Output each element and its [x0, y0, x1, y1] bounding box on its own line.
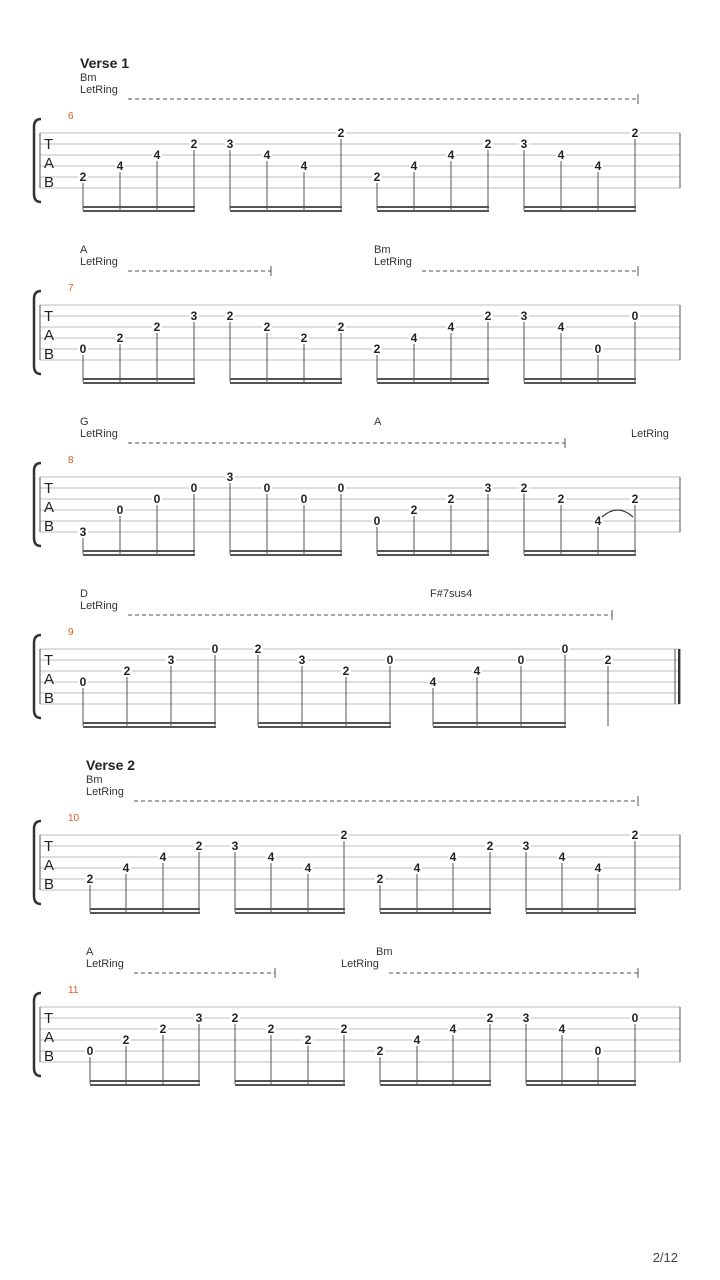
- fret-number: 4: [263, 148, 271, 162]
- beam: [526, 1080, 636, 1082]
- fret-number: 4: [449, 850, 457, 864]
- fret-number: 3: [226, 137, 234, 151]
- fret-number: 0: [337, 481, 345, 495]
- tab-clef-letter: B: [44, 174, 55, 191]
- fret-number: 2: [267, 1022, 275, 1036]
- fret-number: 2: [195, 839, 203, 853]
- fret-number: 0: [116, 503, 124, 517]
- tab-clef-letter: A: [44, 1029, 55, 1046]
- tab-clef-letter: B: [44, 876, 55, 893]
- chord-name: Bm: [80, 72, 97, 84]
- fret-number: 4: [449, 1022, 457, 1036]
- fret-number: 2: [486, 1011, 494, 1025]
- fret-number: 2: [484, 137, 492, 151]
- tab-clef-letter: T: [44, 136, 54, 153]
- beam: [235, 1084, 345, 1086]
- fret-number: 4: [473, 664, 481, 678]
- fret-number: 2: [376, 1044, 384, 1058]
- fret-number: 2: [86, 872, 94, 886]
- fret-number: 0: [300, 492, 308, 506]
- fret-number: 2: [631, 828, 639, 842]
- fret-number: 3: [484, 481, 492, 495]
- fret-number: 0: [190, 481, 198, 495]
- fret-number: 2: [410, 503, 418, 517]
- tab-clef-letter: A: [44, 857, 55, 874]
- fret-number: 2: [304, 1033, 312, 1047]
- tab-clef-letter: B: [44, 346, 55, 363]
- fret-number: 3: [226, 470, 234, 484]
- tab-clef-letter: T: [44, 1010, 54, 1027]
- let-ring-marker: LetRing: [80, 256, 118, 268]
- fret-number: 3: [195, 1011, 203, 1025]
- fret-number: 3: [298, 653, 306, 667]
- fret-number: 0: [631, 309, 639, 323]
- fret-number: 2: [376, 872, 384, 886]
- fret-number: 3: [520, 137, 528, 151]
- chord-name: A: [86, 946, 94, 958]
- beam: [90, 1084, 200, 1086]
- beam: [235, 1080, 345, 1082]
- fret-number: 0: [373, 514, 381, 528]
- fret-number: 2: [337, 126, 345, 140]
- fret-number: 4: [594, 514, 602, 528]
- tab-clef-letter: T: [44, 838, 54, 855]
- fret-number: 4: [410, 159, 418, 173]
- measure-number: 8: [68, 455, 74, 466]
- tab-clef-letter: T: [44, 308, 54, 325]
- tab-clef-letter: B: [44, 1048, 55, 1065]
- fret-number: 3: [167, 653, 175, 667]
- fret-number: 2: [159, 1022, 167, 1036]
- fret-number: 0: [631, 1011, 639, 1025]
- fret-number: 4: [410, 331, 418, 345]
- tab-clef-letter: B: [44, 518, 55, 535]
- beam: [380, 1084, 491, 1086]
- tab-clef-letter: A: [44, 155, 55, 172]
- fret-number: 2: [486, 839, 494, 853]
- fret-number: 2: [484, 309, 492, 323]
- fret-number: 4: [413, 1033, 421, 1047]
- beam: [526, 1084, 636, 1086]
- fret-number: 2: [226, 309, 234, 323]
- chord-name: Bm: [86, 774, 103, 786]
- fret-number: 3: [231, 839, 239, 853]
- fret-number: 4: [594, 159, 602, 173]
- fret-number: 2: [79, 170, 87, 184]
- fret-number: 4: [116, 159, 124, 173]
- fret-number: 2: [337, 320, 345, 334]
- fret-number: 2: [340, 828, 348, 842]
- fret-number: 4: [159, 850, 167, 864]
- fret-number: 2: [190, 137, 198, 151]
- let-ring-marker: LetRing: [631, 428, 669, 440]
- measure-number: 11: [68, 985, 79, 996]
- fret-number: 3: [522, 839, 530, 853]
- fret-number: 0: [517, 653, 525, 667]
- fret-number: 2: [254, 642, 262, 656]
- fret-number: 2: [231, 1011, 239, 1025]
- beam: [90, 1080, 200, 1082]
- fret-number: 2: [373, 170, 381, 184]
- fret-number: 4: [300, 159, 308, 173]
- tab-clef-letter: T: [44, 480, 54, 497]
- fret-number: 4: [153, 148, 161, 162]
- fret-number: 3: [520, 309, 528, 323]
- fret-number: 2: [373, 342, 381, 356]
- fret-number: 0: [153, 492, 161, 506]
- fret-number: 2: [520, 481, 528, 495]
- fret-number: 0: [386, 653, 394, 667]
- chord-name: A: [80, 244, 88, 256]
- fret-number: 2: [342, 664, 350, 678]
- fret-number: 2: [604, 653, 612, 667]
- fret-number: 0: [86, 1044, 94, 1058]
- fret-number: 0: [561, 642, 569, 656]
- fret-number: 2: [263, 320, 271, 334]
- fret-number: 4: [558, 1022, 566, 1036]
- fret-number: 2: [116, 331, 124, 345]
- fret-number: 4: [557, 320, 565, 334]
- chord-name: G: [80, 416, 89, 428]
- fret-number: 2: [631, 492, 639, 506]
- fret-number: 4: [594, 861, 602, 875]
- fret-number: 3: [79, 525, 87, 539]
- fret-number: 3: [190, 309, 198, 323]
- measure-number: 10: [68, 813, 80, 824]
- fret-number: 3: [522, 1011, 530, 1025]
- fret-number: 0: [594, 342, 602, 356]
- section-label: Verse 2: [86, 757, 136, 773]
- tab-clef-letter: B: [44, 690, 55, 707]
- let-ring-marker: LetRing: [80, 600, 118, 612]
- chord-name: D: [80, 588, 88, 600]
- fret-number: 4: [557, 148, 565, 162]
- measure-number: 9: [68, 627, 74, 638]
- chord-name: A: [374, 416, 382, 428]
- section-label: Verse 1: [80, 55, 130, 71]
- let-ring-marker: LetRing: [86, 958, 124, 970]
- fret-number: 0: [263, 481, 271, 495]
- fret-number: 4: [447, 320, 455, 334]
- fret-number: 2: [123, 664, 131, 678]
- fret-number: 2: [447, 492, 455, 506]
- fret-number: 0: [79, 675, 87, 689]
- let-ring-marker: LetRing: [80, 428, 118, 440]
- chord-name: F#7sus4: [430, 588, 473, 600]
- measure-number: 6: [68, 111, 74, 122]
- chord-name: Bm: [374, 244, 391, 256]
- page-number: 2/12: [652, 1250, 678, 1265]
- tab-clef-letter: T: [44, 652, 54, 669]
- tab-clef-letter: A: [44, 327, 55, 344]
- tab-clef-letter: A: [44, 499, 55, 516]
- fret-number: 0: [594, 1044, 602, 1058]
- let-ring-marker: LetRing: [374, 256, 412, 268]
- chord-name: Bm: [376, 946, 393, 958]
- measure-number: 7: [68, 283, 74, 294]
- fret-number: 2: [340, 1022, 348, 1036]
- fret-number: 4: [122, 861, 130, 875]
- let-ring-marker: LetRing: [80, 84, 118, 96]
- fret-number: 4: [267, 850, 275, 864]
- fret-number: 0: [79, 342, 87, 356]
- fret-number: 2: [122, 1033, 130, 1047]
- let-ring-marker: LetRing: [86, 786, 124, 798]
- let-ring-marker: LetRing: [341, 958, 379, 970]
- fret-number: 4: [429, 675, 437, 689]
- fret-number: 2: [153, 320, 161, 334]
- fret-number: 4: [447, 148, 455, 162]
- fret-number: 0: [211, 642, 219, 656]
- fret-number: 4: [304, 861, 312, 875]
- fret-number: 4: [558, 850, 566, 864]
- fret-number: 2: [300, 331, 308, 345]
- fret-number: 2: [631, 126, 639, 140]
- fret-number: 4: [413, 861, 421, 875]
- tab-clef-letter: A: [44, 671, 55, 688]
- beam: [380, 1080, 491, 1082]
- fret-number: 2: [557, 492, 565, 506]
